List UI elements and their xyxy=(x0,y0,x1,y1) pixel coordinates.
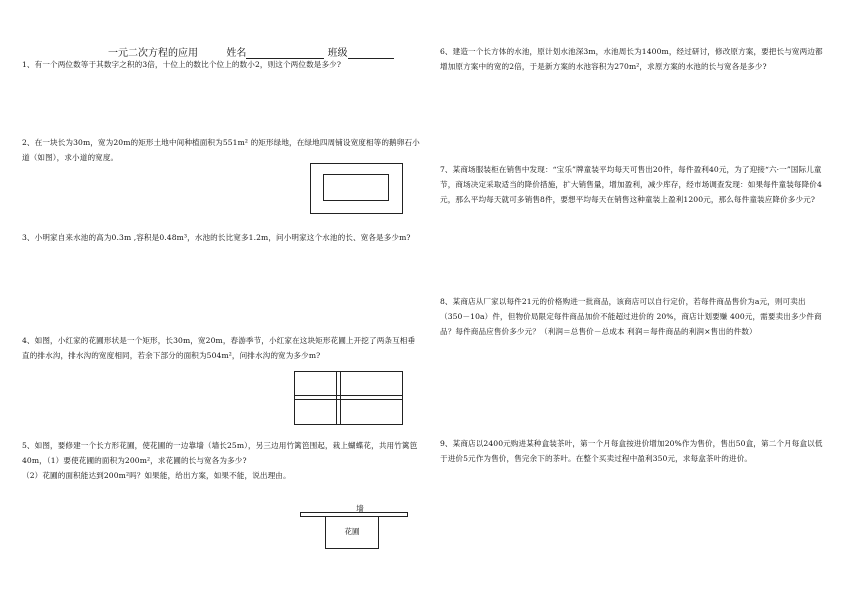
question-1 xyxy=(22,57,422,72)
question-5 xyxy=(22,438,422,483)
question-5a-text: 5、如图，要修建一个长方形花圃，使花圃的一边靠墙（墙长25m），另三边用竹篱笆围起，栽上蝴蝶花，共用竹篱笆40m，（1）要使花圃的面积为200m²，求花圃的长与宽各为多少? xyxy=(22,441,418,465)
question-3-text: 3、小明家自来水池的高为0.3m ,容积是0.48m³，水池的长比宽多1.2m，问小明家这个水池的长、宽各是多少m? xyxy=(22,233,411,242)
question-6-text: 6、建造一个长方体的水池，原计划水池深3m，水池周长为1400m，经过研讨，修改原方案，要把长与宽两边都增加原方案中的宽的2倍，于是新方案的水池容积为270m²，求原方案的水池的长与宽各是多少? xyxy=(440,47,823,71)
question-4 xyxy=(22,333,422,363)
question-2 xyxy=(22,135,422,165)
question-6 xyxy=(440,44,824,74)
question-1-text: 1、有一个两位数等于其数字之积的3倍，十位上的数比个位上的数小2，则这个两位数是多少? xyxy=(22,60,342,69)
question-8 xyxy=(440,294,824,339)
question-8-text: 8、某商店从厂家以每件21元的价格购进一批商品，该商店可以自行定价，若每件商品售价为a元，则可卖出（350－10a）件，但物价局限定每件商品加价不能超过进价的 20%，商店计划要赚 400元，需要卖出多少件商品？每件商品应售价多少元？（利润＝总售价－总成本 利润＝每件商品的利润×售出的件数） xyxy=(440,297,822,336)
question-7-text: 7、某商场服装柜在销售中发现：“宝乐”牌童装平均每天可售出20件，每件盈利40元，为了迎接“六·一”国际儿童节，商场决定采取适当的降价措施，扩大销售量，增加盈利，减少库存，经市场调查发现：如果每件童装每降价4元，那么平均每天就可多销售8件，要想平均每天在销售这种童装上盈利1200元，那么每件童装应降价多少元? xyxy=(440,165,822,204)
garden-figure xyxy=(300,504,408,550)
question-9 xyxy=(440,436,824,466)
garden-label: 花圃 xyxy=(344,527,360,536)
worksheet-title: 一元二次方程的应用 xyxy=(108,48,198,59)
class-label: 班级 xyxy=(327,48,348,59)
drainage-figure xyxy=(294,371,403,425)
path-figure xyxy=(310,163,403,214)
wall-label: 墙 xyxy=(356,504,364,513)
question-4-text: 4、如图，小红家的花圃形状是一个矩形，长30m，宽20m，春游季节，小红家在这块矩形花圃上开挖了两条互相垂直的排水沟，排水沟的宽度相同，若余下部分的面积为504m²，问排水沟的宽为多少m? xyxy=(22,336,416,360)
question-2-text: 2、在一块长为30m，宽为20m的矩形土地中间种植面积为551m² 的矩形绿地，在绿地四周铺设宽度相等的鹅卵石小道（如图），求小道的宽度。 xyxy=(22,138,420,162)
name-label: 姓名 xyxy=(226,48,247,59)
question-9-text: 9、某商店以2400元购进某种盒装茶叶，第一个月每盒按进价增加20%作为售价，售出50盒，第二个月每盒以低于进价5元作为售价，售完余下的茶叶。在整个买卖过程中盈利350元，求每盒茶叶的进价。 xyxy=(440,439,823,463)
question-3 xyxy=(22,230,422,245)
question-5b-text: （2）花圃的面积能达到200m²吗？如果能，给出方案，如果不能，说出理由。 xyxy=(22,471,291,480)
question-7 xyxy=(440,162,824,207)
